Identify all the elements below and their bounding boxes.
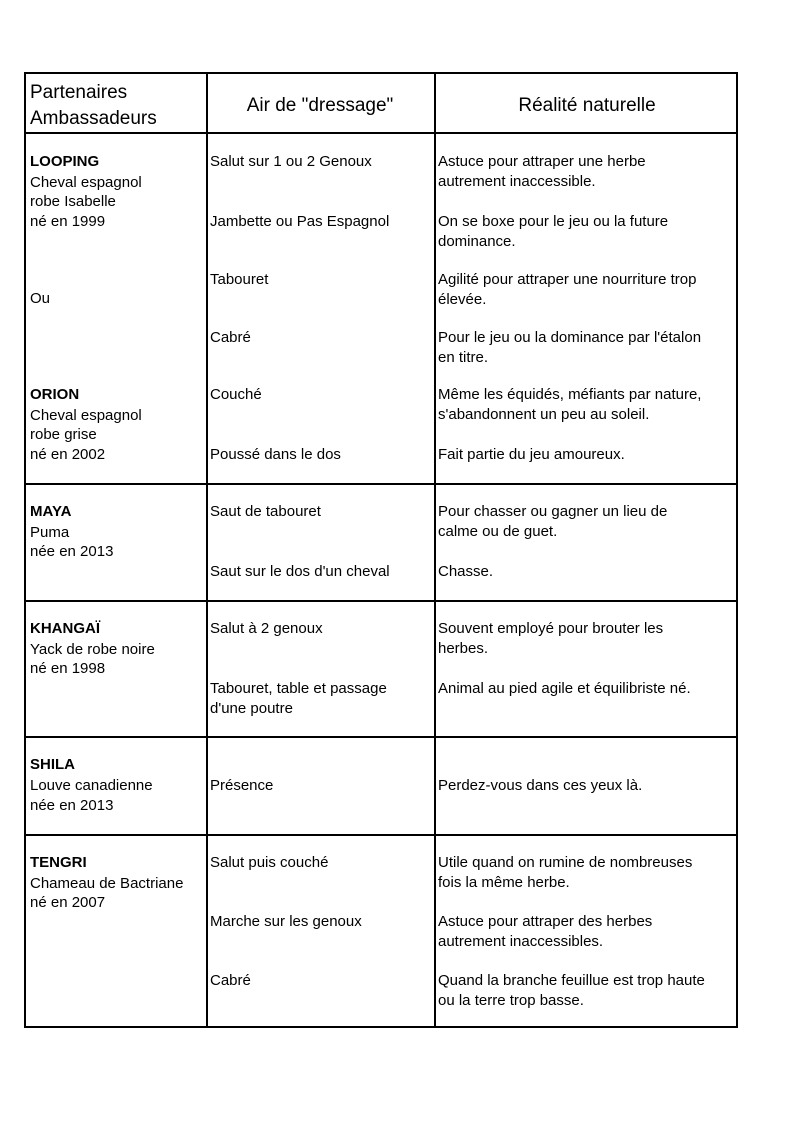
natural-reality: Animal au pied agile et équilibriste né. [438, 680, 691, 697]
partner-detail: robe grise [30, 426, 97, 443]
header-partners-line: Partenaires [30, 82, 128, 103]
row-divider [26, 600, 736, 602]
partner-detail: robe Isabelle [30, 193, 116, 210]
natural-reality: s'abandonnent un peu au soleil. [438, 406, 650, 423]
dressage-air: Salut sur 1 ou 2 Genoux [210, 153, 372, 170]
natural-reality: Pour le jeu ou la dominance par l'étalon [438, 329, 702, 346]
partner-detail: Cheval espagnol [30, 174, 142, 191]
partner-separator: Ou [30, 290, 51, 307]
natural-reality: Pour chasser ou gagner un lieu de [438, 503, 668, 520]
partner-detail: née en 2013 [30, 797, 114, 814]
dressage-air: Cabré [210, 329, 251, 346]
dressage-air: Marche sur les genoux [210, 913, 362, 930]
partner-name: KHANGAÏ [30, 620, 100, 637]
dressage-air: Présence [210, 777, 274, 794]
dressage-air: Saut sur le dos d'un cheval [210, 563, 390, 580]
natural-reality: On se boxe pour le jeu ou la future [438, 213, 669, 230]
natural-reality: Perdez-vous dans ces yeux là. [438, 777, 643, 794]
row-divider [26, 834, 736, 836]
partner-detail: Puma [30, 524, 70, 541]
dressage-air: Couché [210, 386, 262, 403]
natural-reality: dominance. [438, 233, 516, 250]
column-divider [206, 74, 208, 1026]
dressage-air: Tabouret [210, 271, 269, 288]
natural-reality: Souvent employé pour brouter les [438, 620, 664, 637]
natural-reality: en titre. [438, 349, 489, 366]
natural-reality: Même les équidés, méfiants par nature, [438, 386, 702, 403]
row-divider [26, 132, 736, 134]
partner-detail: né en 1999 [30, 213, 106, 230]
natural-reality: ou la terre trop basse. [438, 992, 584, 1009]
natural-reality: autrement inaccessibles. [438, 933, 604, 950]
dressage-air: Saut de tabouret [210, 503, 321, 520]
natural-reality: Astuce pour attraper des herbes [438, 913, 653, 930]
dressage-air: Cabré [210, 972, 251, 989]
natural-reality: Astuce pour attraper une herbe [438, 153, 646, 170]
natural-reality: Utile quand on rumine de nombreuses [438, 854, 693, 871]
header-partners-line: Ambassadeurs [30, 108, 157, 129]
partner-detail: Chameau de Bactriane [30, 875, 184, 892]
natural-reality: fois la même herbe. [438, 874, 570, 891]
partner-detail: Louve canadienne [30, 777, 153, 794]
dressage-air: Jambette ou Pas Espagnol [210, 213, 390, 230]
partner-name: ORION [30, 386, 80, 403]
partner-detail: né en 2007 [30, 894, 106, 911]
natural-reality: herbes. [438, 640, 489, 657]
natural-reality: élevée. [438, 291, 487, 308]
header-reality: Réalité naturelle [518, 95, 656, 116]
row-divider [26, 736, 736, 738]
partner-detail: né en 1998 [30, 660, 106, 677]
partner-name: LOOPING [30, 153, 100, 170]
partner-detail: née en 2013 [30, 543, 114, 560]
partners-table [24, 72, 738, 1028]
natural-reality: calme ou de guet. [438, 523, 558, 540]
dressage-air: Tabouret, table et passage [210, 680, 387, 697]
column-divider [434, 74, 436, 1026]
natural-reality: autrement inaccessible. [438, 173, 596, 190]
dressage-air: d'une poutre [210, 700, 293, 717]
natural-reality: Chasse. [438, 563, 494, 580]
natural-reality: Quand la branche feuillue est trop haute [438, 972, 705, 989]
row-divider [26, 483, 736, 485]
natural-reality: Fait partie du jeu amoureux. [438, 446, 625, 463]
partner-detail: né en 2002 [30, 446, 106, 463]
partner-name: MAYA [30, 503, 72, 520]
natural-reality: Agilité pour attraper une nourriture trop [438, 271, 697, 288]
partner-detail: Yack de robe noire [30, 641, 155, 658]
partner-name: SHILA [30, 756, 75, 773]
partner-name: TENGRI [30, 854, 87, 871]
dressage-air: Poussé dans le dos [210, 446, 341, 463]
dressage-air: Salut puis couché [210, 854, 329, 871]
partner-detail: Cheval espagnol [30, 407, 142, 424]
header-air: Air de "dressage" [246, 95, 394, 116]
dressage-air: Salut à 2 genoux [210, 620, 323, 637]
